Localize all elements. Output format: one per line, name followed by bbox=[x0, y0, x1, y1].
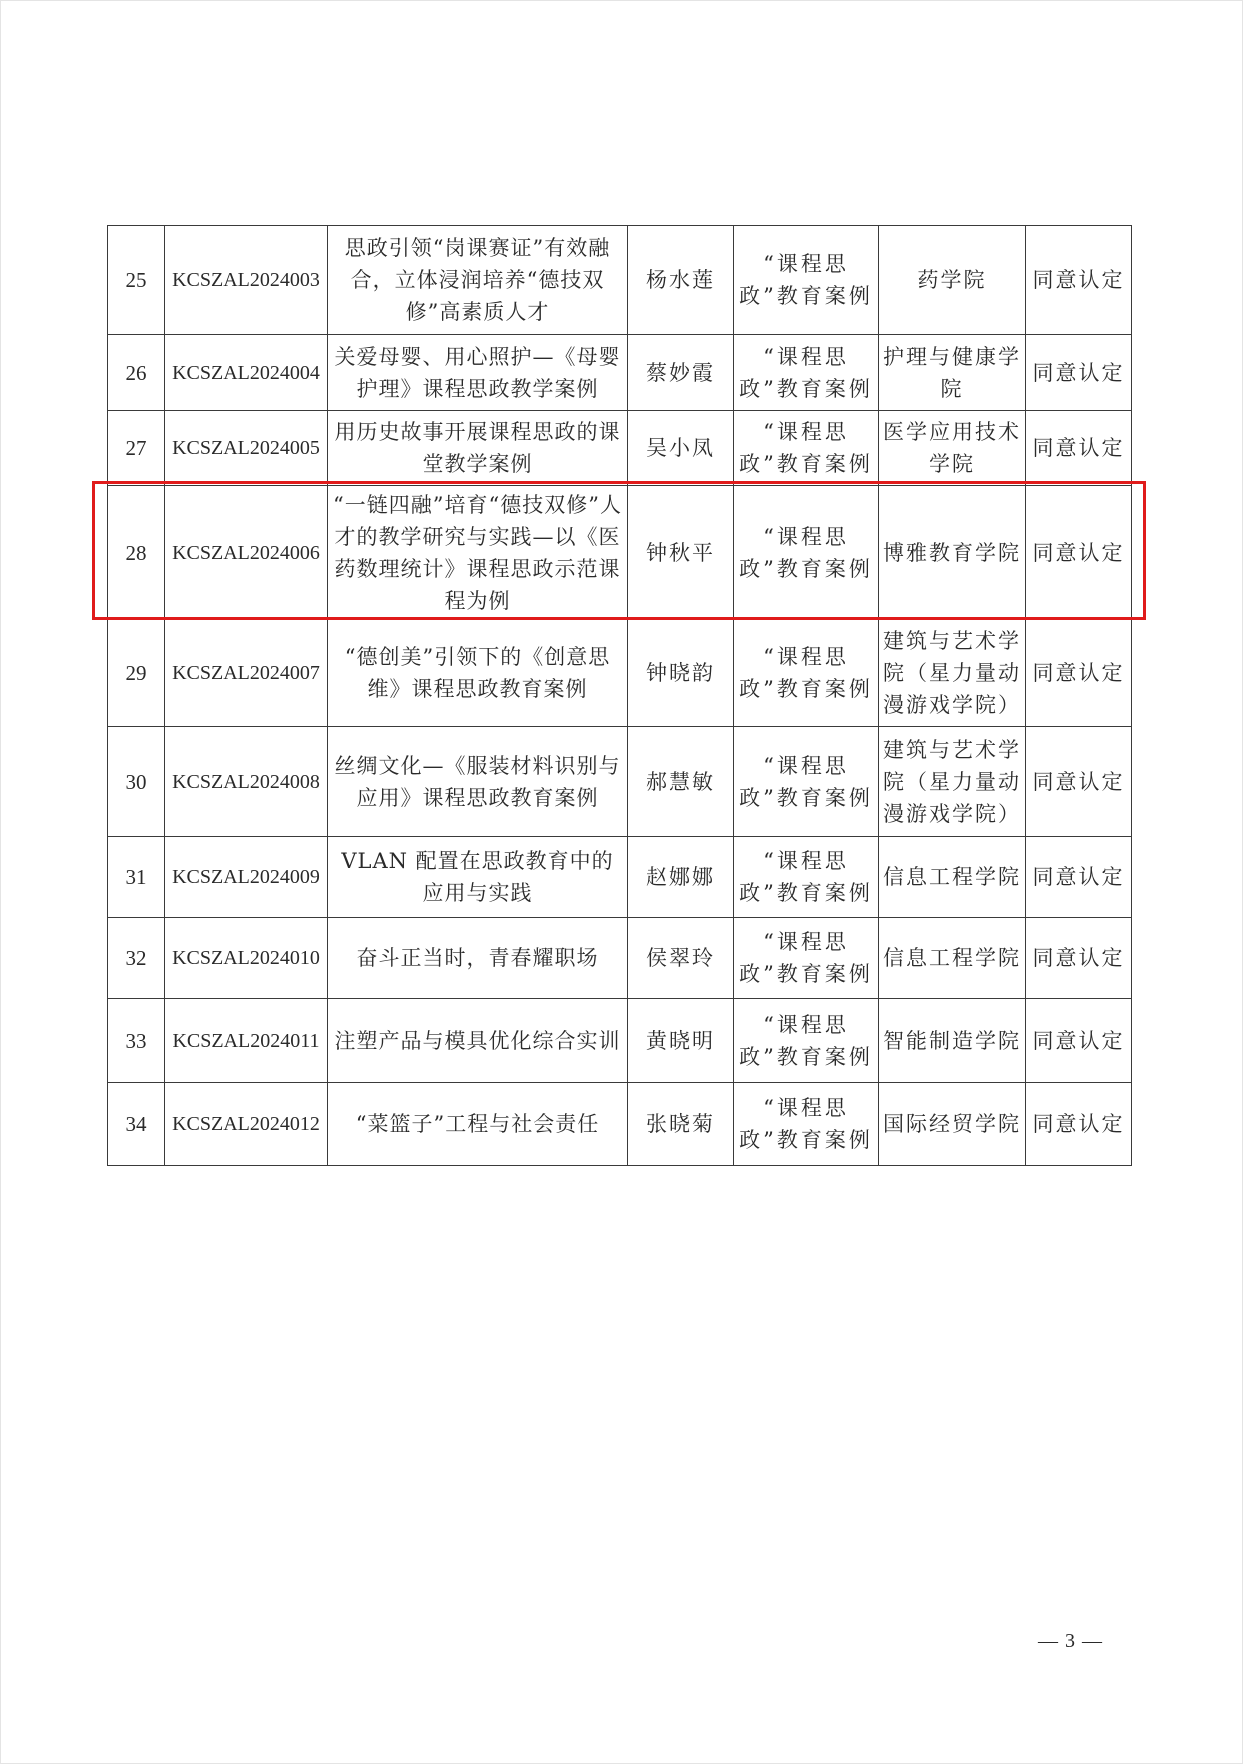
case-code: KCSZAL2024003 bbox=[165, 226, 328, 335]
review-result: 同意认定 bbox=[1026, 918, 1132, 999]
case-code: KCSZAL2024004 bbox=[165, 335, 328, 411]
table-row bbox=[108, 226, 1132, 335]
table-row bbox=[108, 620, 1132, 727]
case-title: VLAN 配置在思政教育中的应用与实践 bbox=[328, 837, 628, 918]
review-result: 同意认定 bbox=[1026, 620, 1132, 727]
case-type: “课程思政”教育案例 bbox=[734, 727, 879, 837]
author-name: 杨水莲 bbox=[628, 226, 734, 335]
review-result: 同意认定 bbox=[1026, 226, 1132, 335]
author-name: 侯翠玲 bbox=[628, 918, 734, 999]
college-name: 智能制造学院 bbox=[879, 999, 1026, 1083]
author-name: 黄晓明 bbox=[628, 999, 734, 1083]
case-code: KCSZAL2024009 bbox=[165, 837, 328, 918]
case-code: KCSZAL2024011 bbox=[165, 999, 328, 1083]
college-name: 医学应用技术学院 bbox=[879, 411, 1026, 486]
case-type: “课程思政”教育案例 bbox=[734, 837, 879, 918]
case-title: “菜篮子”工程与社会责任 bbox=[328, 1083, 628, 1166]
college-name: 护理与健康学院 bbox=[879, 335, 1026, 411]
page-number: — 3 — bbox=[1038, 1630, 1103, 1652]
case-title: 奋斗正当时，青春耀职场 bbox=[328, 918, 628, 999]
case-type: “课程思政”教育案例 bbox=[734, 486, 879, 620]
row-number: 34 bbox=[108, 1083, 165, 1166]
author-name: 吴小凤 bbox=[628, 411, 734, 486]
row-number: 32 bbox=[108, 918, 165, 999]
case-type: “课程思政”教育案例 bbox=[734, 918, 879, 999]
author-name: 钟晓韵 bbox=[628, 620, 734, 727]
college-name: 建筑与艺术学院（星力量动漫游戏学院） bbox=[879, 620, 1026, 727]
review-result: 同意认定 bbox=[1026, 486, 1132, 620]
review-result: 同意认定 bbox=[1026, 999, 1132, 1083]
case-title: “一链四融”培育“德技双修”人才的教学研究与实践—以《医药数理统计》课程思政示范课程为例 bbox=[328, 486, 628, 620]
row-number: 30 bbox=[108, 727, 165, 837]
case-title: 丝绸文化—《服装材料识别与应用》课程思政教育案例 bbox=[328, 727, 628, 837]
case-title: “德创美”引领下的《创意思维》课程思政教育案例 bbox=[328, 620, 628, 727]
case-title: 用历史故事开展课程思政的课堂教学案例 bbox=[328, 411, 628, 486]
case-type: “课程思政”教育案例 bbox=[734, 999, 879, 1083]
table-row bbox=[108, 486, 1132, 620]
college-name: 信息工程学院 bbox=[879, 918, 1026, 999]
case-title: 关爱母婴、用心照护—《母婴护理》课程思政教学案例 bbox=[328, 335, 628, 411]
author-name: 郝慧敏 bbox=[628, 727, 734, 837]
table-row bbox=[108, 411, 1132, 486]
college-name: 信息工程学院 bbox=[879, 837, 1026, 918]
college-name: 博雅教育学院 bbox=[879, 486, 1026, 620]
college-name: 药学院 bbox=[879, 226, 1026, 335]
case-code: KCSZAL2024005 bbox=[165, 411, 328, 486]
case-title: 注塑产品与模具优化综合实训 bbox=[328, 999, 628, 1083]
case-type: “课程思政”教育案例 bbox=[734, 620, 879, 727]
table-row bbox=[108, 999, 1132, 1083]
table-row bbox=[108, 918, 1132, 999]
case-title: 思政引领“岗课赛证”有效融合，立体浸润培养“德技双修”高素质人才 bbox=[328, 226, 628, 335]
college-name: 国际经贸学院 bbox=[879, 1083, 1026, 1166]
row-number: 33 bbox=[108, 999, 165, 1083]
case-type: “课程思政”教育案例 bbox=[734, 226, 879, 335]
review-result: 同意认定 bbox=[1026, 411, 1132, 486]
review-result: 同意认定 bbox=[1026, 335, 1132, 411]
row-number: 27 bbox=[108, 411, 165, 486]
review-result: 同意认定 bbox=[1026, 727, 1132, 837]
author-name: 钟秋平 bbox=[628, 486, 734, 620]
author-name: 蔡妙霞 bbox=[628, 335, 734, 411]
review-result: 同意认定 bbox=[1026, 1083, 1132, 1166]
table-row bbox=[108, 837, 1132, 918]
row-number: 26 bbox=[108, 335, 165, 411]
row-number: 25 bbox=[108, 226, 165, 335]
case-type: “课程思政”教育案例 bbox=[734, 335, 879, 411]
row-number: 31 bbox=[108, 837, 165, 918]
row-number: 28 bbox=[108, 486, 165, 620]
case-code: KCSZAL2024010 bbox=[165, 918, 328, 999]
case-code: KCSZAL2024012 bbox=[165, 1083, 328, 1166]
table-row bbox=[108, 727, 1132, 837]
row-number: 29 bbox=[108, 620, 165, 727]
case-type: “课程思政”教育案例 bbox=[734, 411, 879, 486]
case-type: “课程思政”教育案例 bbox=[734, 1083, 879, 1166]
table-row bbox=[108, 1083, 1132, 1166]
author-name: 赵娜娜 bbox=[628, 837, 734, 918]
case-table bbox=[107, 225, 1132, 1166]
case-table-body bbox=[108, 226, 1132, 1166]
case-code: KCSZAL2024008 bbox=[165, 727, 328, 837]
table-row bbox=[108, 335, 1132, 411]
college-name: 建筑与艺术学院（星力量动漫游戏学院） bbox=[879, 727, 1026, 837]
case-code: KCSZAL2024007 bbox=[165, 620, 328, 727]
case-code: KCSZAL2024006 bbox=[165, 486, 328, 620]
author-name: 张晓菊 bbox=[628, 1083, 734, 1166]
review-result: 同意认定 bbox=[1026, 837, 1132, 918]
